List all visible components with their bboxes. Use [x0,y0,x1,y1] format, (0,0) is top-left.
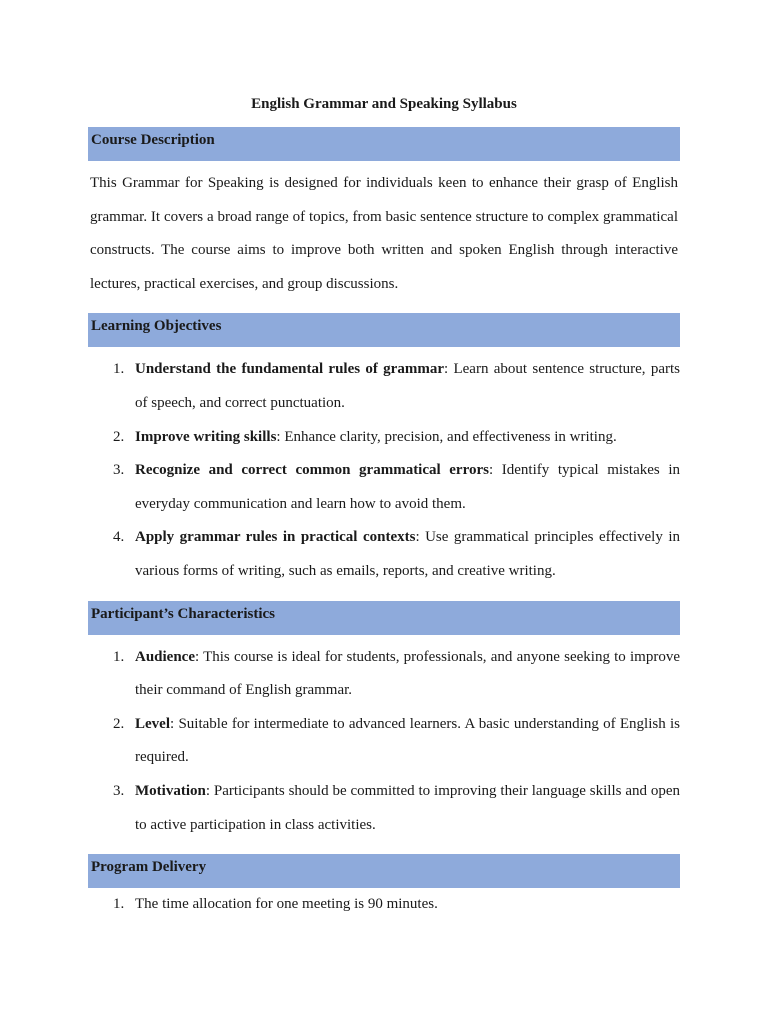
list-item-term: Level [135,715,170,732]
list-item: 3. Recognize and correct common grammatical errors: Identify typical mistakes in everyday communication and learn how to avoid them. [88,454,680,521]
list-item: 2. Improve writing skills: Enhance clarity, precision, and effectiveness in writing. [88,421,680,455]
list-item-text: Learn about sentence structure, parts of speech, and correct punctuation. [135,361,680,411]
list-item: 1. Understand the fundamental rules of grammar: Learn about sentence structure, parts of speech, and correct punctuation. [88,353,680,420]
section-header-participants: Participant’s Characteristics [88,601,680,635]
list-item: 3. Motivation: Participants should be committed to improving their language skills and open to active participation in class activities. [88,775,680,842]
list-item-text: This course is ideal for students, professionals, and anyone seeking to improve their command of English grammar. [135,648,680,699]
list-item-text: Enhance clarity, precision, and effectiveness in writing. [284,428,617,445]
participants-list [88,641,680,843]
section-header-course-description: Course Description [88,127,680,161]
document-title: English Grammar and Speaking Syllabus [251,96,517,112]
list-item-text: Participants should be committed to improving their language skills and open to active participation in class activities. [135,782,681,833]
list-item-number: 1. [113,361,125,378]
course-description-text: This Grammar for Speaking is designed for individuals keen to enhance their grasp of English grammar. It covers a broad range of topics, from basic sentence structure to complex grammatical constructs. The course aims to improve both written and spoken English through interactive lectures, practical exercises, and group discussions. [90,175,678,292]
list-item-term: Improve writing skills [135,428,277,445]
list-item-text: Identify typical mistakes in everyday communication and learn how to avoid them. [135,462,680,512]
list-item-text: Suitable for intermediate to advanced learners. A basic understanding of English is required. [135,715,680,766]
list-item-number: 4. [113,529,125,546]
section-header-learning-objectives: Learning Objectives [88,313,680,347]
list-item-text: The time allocation for one meeting is 90 minutes. [135,896,438,913]
list-item-number: 1. [113,648,125,665]
learning-objectives-list [88,353,680,588]
list-item-term: Understand the fundamental rules of grammar [135,361,444,378]
syllabus-page [88,94,680,922]
section-header-program-delivery: Program Delivery [88,854,680,888]
list-item-term: Recognize and correct common grammatical errors [135,462,489,479]
list-item: 1. Audience: This course is ideal for students, professionals, and anyone seeking to improve their command of English grammar. [88,641,680,708]
list-item-term: Audience [135,648,195,665]
list-item-number: 3. [113,462,125,479]
list-item-number: 2. [113,428,125,445]
list-item-term: Motivation [135,782,206,799]
list-item-number: 2. [113,715,125,732]
list-item-term: Apply grammar rules in practical contexts [135,529,416,546]
list-item-text: Use grammatical principles effectively in various forms of writing, such as emails, reports, and creative writing. [135,529,680,579]
list-item-number: 3. [113,782,125,799]
list-item-number: 1. [113,896,125,913]
list-item [88,888,680,922]
program-delivery-list [88,888,680,922]
list-item: 2. Level: Suitable for intermediate to advanced learners. A basic understanding of English is required. [88,708,680,775]
list-item: 4. Apply grammar rules in practical contexts: Use grammatical principles effectively in various forms of writing, such as emails, reports, and creative writing. [88,521,680,588]
